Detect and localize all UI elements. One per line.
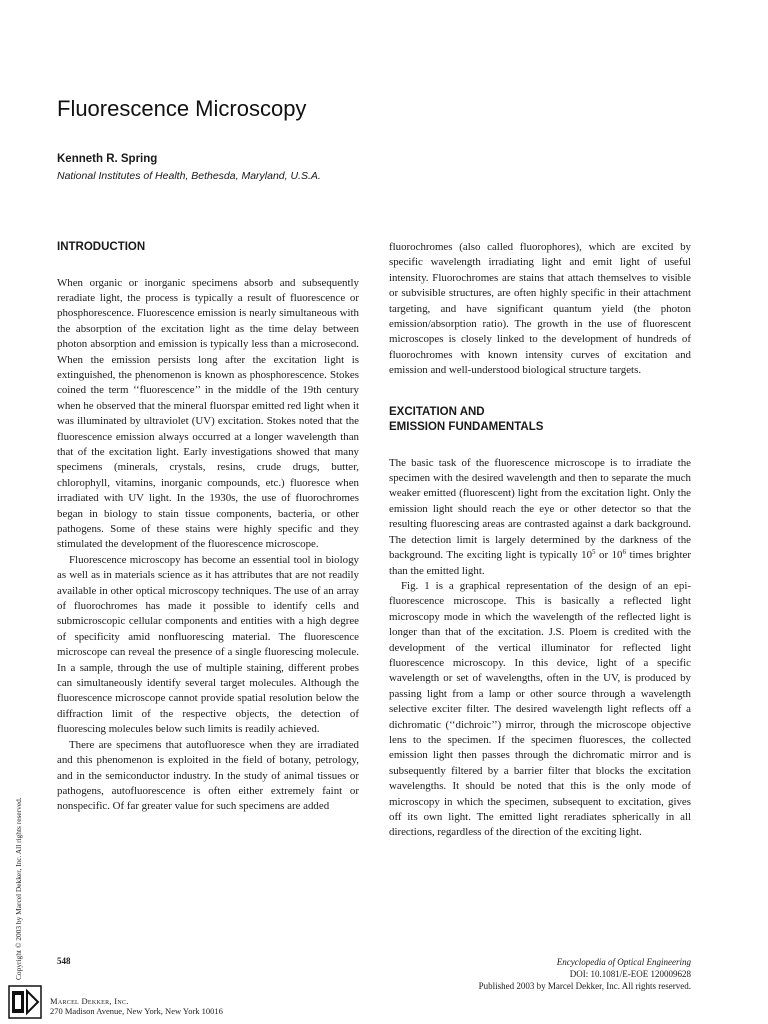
excitation-heading <box>389 405 691 436</box>
left-column <box>57 240 359 815</box>
page-number: 548 <box>57 956 71 966</box>
publisher-address: 270 Madison Avenue, New York, New York 10016 <box>50 1006 223 1016</box>
vertical-copyright: Copyright © 2003 by Marcel Dekker, Inc. All rights reserved. <box>14 797 23 980</box>
right-column <box>389 240 691 841</box>
author-name: Kenneth R. Spring <box>57 153 158 165</box>
publisher-logo-icon <box>8 985 42 1019</box>
exc-text-a: The basic task of the fluorescence microscope is to irradiate the specimen with the desired wavelength and then to separate the much weaker emitted (fluorescent) light from the excitation light. Only the emission light should reach the eye or other detector so that the resulting fluorescing areas are contrasted against a dark background. The detection limit is largely determined by the darkness of the background. The exciting light is typically 10 <box>389 456 691 562</box>
intro-paragraph-2: Fluorescence microscopy has become an essential tool in biology as well as in materials science as it has attributes that are not readily available in other optical microscopy techniques. The use of an array of fluorochromes has made it possible to identify cells and submicroscopic cellular components and entities with a high degree of specificity amid nonfluorescing material. The fluorescence microscope can reveal the presence of a single fluorescing molecule. In a sample, through the use of multiple staining, different probes can simultaneously identify several target molecules. Although the fluorescence microscope cannot provide spatial resolution below the diffraction limit of the respective objects, the detection of fluorescing molecules below such limits is readily achieved. <box>57 553 359 736</box>
excitation-heading-line-1: EXCITATION AND <box>389 405 485 418</box>
introduction-heading: INTRODUCTION <box>57 241 146 253</box>
excitation-heading-line-2: EMISSION FUNDAMENTALS <box>389 421 544 434</box>
exc-text-b: or 10 <box>595 549 623 562</box>
footer-info <box>391 956 691 993</box>
excitation-paragraph-1 <box>389 456 691 579</box>
author-affiliation: National Institutes of Health, Bethesda, Maryland, U.S.A. <box>57 170 321 182</box>
exponent-6: 6 <box>622 548 626 557</box>
intro-paragraph-1: When organic or inorganic specimens absorb and subsequently reradiate light, the process is typically a result of fluorescence or phosphorescence. Fluorescence emission is nearly simultaneous with the absorption of the excitation light as the time delay between photon absorption and emission is typically less than a microsecond. When the emission persists long after the excitation light is extinguished, the phenomenon is known as phosphorescence. Stokes coined the term ‘‘fluorescence’’ in the middle of the 19th century when he observed that the mineral fluorspar emitted red light when it was illuminated by ultraviolet (UV) excitation. Stokes noted that the fluorescence emission always occurred at a longer wavelength than that of the excitation light. Early investigations showed that many specimens (minerals, crystals, resins, crude drugs, butter, chlorophyll, vitamins, inorganic compounds, etc.) fluoresce when irradiated with UV light. In the 1930s, the use of fluorochromes began in biology to stain tissue components, bacteria, or other pathogens. Some of these stains were highly specific and they stimulated the development of the fluorescence microscope. <box>57 276 359 551</box>
exponent-5: 5 <box>592 548 596 557</box>
published-note: Published 2003 by Marcel Dekker, Inc. All rights reserved. <box>478 981 691 992</box>
intro-paragraph-3: There are specimens that autofluoresce when they are irradiated and this phenomenon is exploited in the field of botany, petrology, and in the semiconductor industry. In the study of animal tissues or pathogens, autofluorescence is often either extremely faint or nonspecific. Of far greater value for such specimens are added <box>57 738 359 813</box>
publisher-name: Marcel Dekker, Inc. <box>50 996 129 1006</box>
excitation-paragraph-2: Fig. 1 is a graphical representation of the design of an epi-fluorescence microscope. This is basically a reflected light microscopy mode in which the wavelength of the reflected light is longer than that of the excitation. J.S. Ploem is credited with the development of the vertical illuminator for reflected light fluorescence microscopy. In this device, light of a specific wavelength or set of wavelengths, often in the UV, is produced by passing light from a lamp or other source through a wavelength selective exciter filter. The desired wavelength light reflects off a dichromatic (‘‘dichroic’’) mirror, through the microscope objective lens to the specimen. If the specimen fluoresces, the collected emission light then passes through the dichromatic mirror and is subsequently filtered by a barrier filter that blocks the excitation wavelengths. It should be noted that this is the only mode of microscopy in which the specimen, subsequent to excitation, gives off its own light. The emitted light reradiates spherically in all directions, regardless of the direction of the exciting light. <box>389 579 691 839</box>
doi: DOI: 10.1081/E-EOE 120009628 <box>569 969 691 980</box>
publisher-block <box>50 996 223 1016</box>
encyclopedia-name: Encyclopedia of Optical Engineering <box>556 957 691 967</box>
exc-text-c: times brighter than the emitted light. <box>389 549 691 577</box>
article-title: Fluorescence Microscopy <box>57 96 307 121</box>
intro-continuation: fluorochromes (also called fluorophores), which are excited by specific wavelength irradiating light and emit light of useful intensity. Fluorochromes are stains that attach themselves to visible or subvisible structures, are often highly specific in their attachment targeting, and have significant quantum yield (the photon emission/absorption ratio). The growth in the use of fluorescent microscopes is closely linked to the development of hundreds of fluorochromes with known intensity curves of excitation and emission and well-understood biological structure targets. <box>389 241 691 377</box>
